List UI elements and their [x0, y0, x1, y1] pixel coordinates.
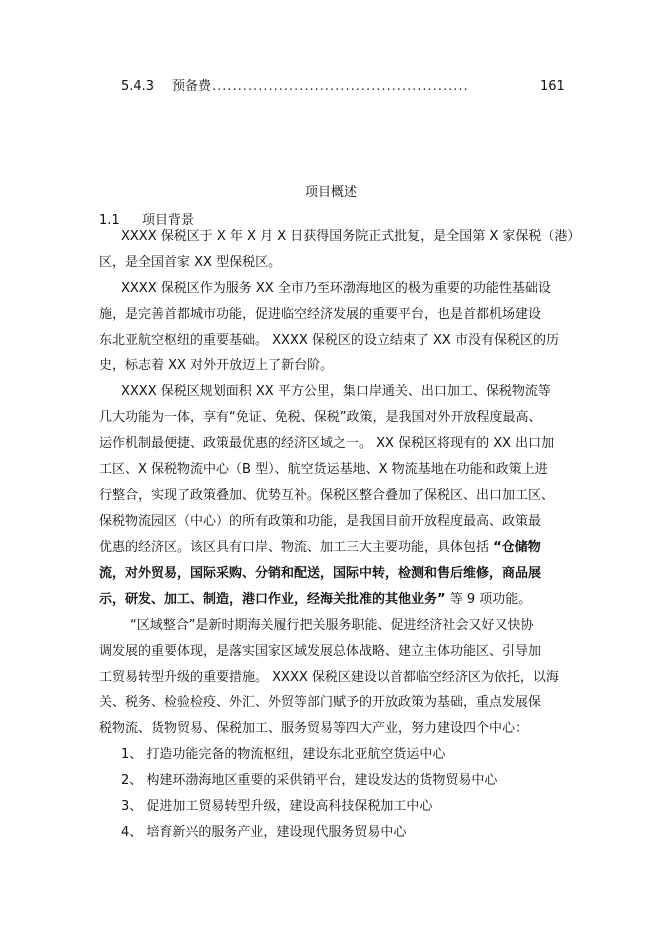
paragraph2-line: 税物流、货物贸易、保税加工、服务贸易等四大产业，努力建设四个中心：	[99, 721, 529, 736]
bold-line-with-tail	[99, 590, 531, 610]
paragraph-line: 几大功能为一体，享有“免证、免税、保税”政策，是我国对外开放程度最高、	[99, 410, 542, 425]
paragraph-line-with-bold	[99, 538, 541, 558]
toc-number: 5.4.3	[121, 79, 155, 94]
paragraph-line: 东北亚航空枢纽的重要基础。 XXXX 保税区的设立结束了 XX 市没有保税区的历	[99, 333, 559, 348]
list-item: 3、 促进加工贸易转型升级，建设高科技保税加工中心	[121, 799, 433, 814]
paragraph-line: 运作机制最便捷、政策最优惠的经济区域之一。 XX 保税区将现有的 XX 出口加	[99, 436, 555, 451]
section-number: 1.1	[99, 213, 120, 228]
paragraph-line: 保税物流园区（中心）的所有政策和功能，是我国目前开放程度最高、政策最	[99, 514, 542, 529]
section-title: 项目背景	[142, 213, 195, 228]
list-item: 1、 打造功能完备的物流枢纽，建设东北亚航空货运中心	[121, 747, 446, 762]
bold-line: 流，对外贸易，国际采购、分销和配送，国际中转，检测和售后维修，商品展	[99, 566, 542, 581]
paragraph2-line: 关、税务、检验检疫、外汇、外贸等部门赋予的开放政策为基础，重点发展保	[99, 695, 542, 710]
paragraph-line: XXXX 保税区于 X 年 X 月 X 日获得国务院正式批复，是全国第 X 家保税（港）	[121, 229, 581, 244]
paragraph2-line: “区域整合”是新时期海关履行把关服务职能、促进经济社会又好又快协	[130, 618, 534, 633]
paragraph-line: 施，是完善首都城市功能，促进临空经济发展的重要平台，也是首都机场建设	[99, 307, 542, 322]
page-title: 项目概述	[304, 185, 357, 200]
list-item: 4、 培育新兴的服务产业，建设现代服务贸易中心	[121, 825, 407, 840]
paragraph-line: 行整合，实现了政策叠加、优势互补。保税区整合叠加了保税区、出口加工区、	[99, 488, 555, 503]
paragraph2-line: 调发展的重要体现，是落实国家区域发展总体战略、建立主体功能区、引导加	[99, 644, 542, 659]
toc-dot-leader: ..................................................	[212, 79, 469, 94]
toc-label: 预备费	[172, 79, 212, 94]
paragraph-line-text: 优惠的经济区。该区具有口岸、物流、加工三大主要功能，具体包括	[99, 540, 490, 555]
bold-tail-text: 等 9 项功能。	[449, 592, 532, 607]
paragraph2-line: 工贸易转型升级的重要措施。 XXXX 保税区建设以首都临空经济区为依托，以海	[99, 670, 559, 685]
bold-line-text: 示，研发、加工、制造，港口作业，经海关批准的其他业务”	[99, 592, 446, 607]
list-item: 2、 构建环渤海地区重要的采供销平台，建设发达的货物贸易中心	[121, 773, 498, 788]
toc-page-number: 161	[540, 79, 565, 94]
paragraph-line: XXXX 保税区作为服务 XX 全市乃至环渤海地区的极为重要的功能性基础设	[121, 281, 551, 296]
paragraph-line: 工区、X 保税物流中心（B 型）、航空货运基地、X 物流基地在功能和政策上进	[99, 462, 548, 477]
paragraph-line: XXXX 保税区规划面积 XX 平方公里，集口岸通关、出口加工、保税物流等	[121, 384, 551, 399]
paragraph-line: 区，是全国首家 XX 型保税区。	[99, 255, 282, 270]
paragraph-line: 史，标志着 XX 对外开放迈上了新台阶。	[99, 358, 334, 373]
bold-inline-text: “仓储物	[493, 540, 541, 555]
